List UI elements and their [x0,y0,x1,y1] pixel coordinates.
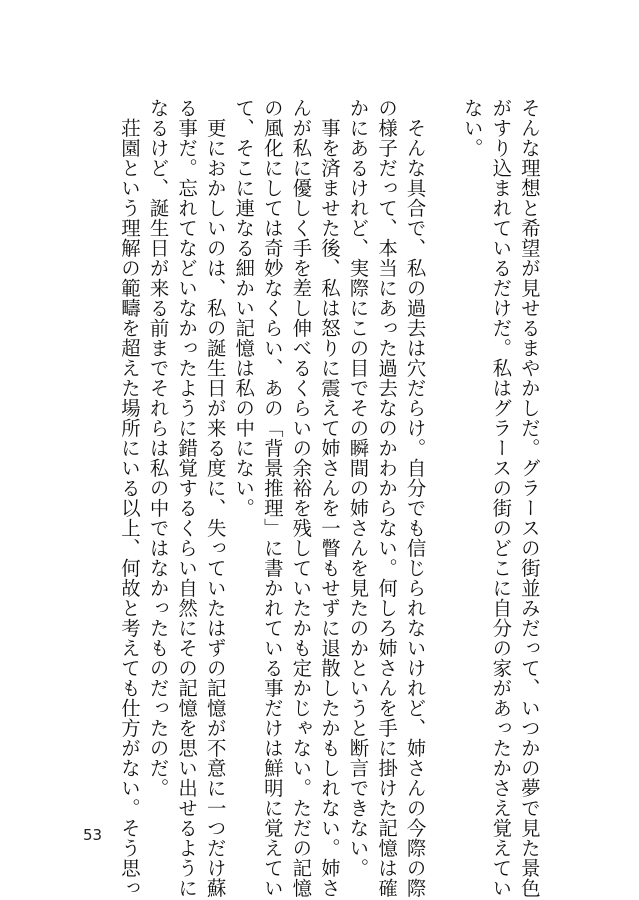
text-line-6: の様子だって、本当にあった過去なのかわからない。何しろ姉さんを手に掛けた記憶は確 [375,98,399,898]
text-line-9: んが私に優しく手を差し伸べるくらいの余裕を残していたかも定かじゃない。ただの記憶 [289,98,313,898]
text-line-5: そんな具合で、私の過去は穴だらけ。自分でも信じられないけれど、姉さんの今際の際 [403,98,427,898]
text-line-11: て、そこに連なる細かい記憶は私の中にない。 [232,98,256,518]
text-line-14: なるけど、誕生日が来る前までそれらは私の中ではなかったものだったのだ。 [146,98,170,798]
text-line-12: 更におかしいのは、私の誕生日が来る度に、失っていたはずの記憶が不意に一つだけ蘇 [203,98,227,898]
text-line-13: る事だ。忘れてなどいなかったように錯覚するくらい自然にその記憶を思い出せるように [175,98,199,898]
text-line-1: そんな理想と希望が見せるまやかしだ。グラースの街並みだって、いつかの夢で見た景色 [517,98,541,898]
text-line-2: がすり込まれているだけだ。私はグラースの街のどこに自分の家があったかさえ覚えてい [489,98,513,898]
text-line-3: ない。 [460,98,484,158]
text-line-10: の風化にしては奇妙なくらい、あの「背景推理」に書かれている事だけは鮮明に覚えてい [260,98,284,898]
text-line-7: かにあるけれど、実際にこの目でその瞬間の姉さんを見たのかというと断言できない。 [346,98,370,878]
page-number: 53 [83,826,103,844]
text-line-15: 荘園という理解の範疇を超えた場所にいる以上、何故と考えても仕方がない。そう思っ [118,98,141,898]
text-line-8: 事を済ませた後、私は怒りに震えて姉さんを一瞥もせずに退散したかもしれない。姉さ [317,98,341,898]
vertical-text-body [118,98,541,898]
